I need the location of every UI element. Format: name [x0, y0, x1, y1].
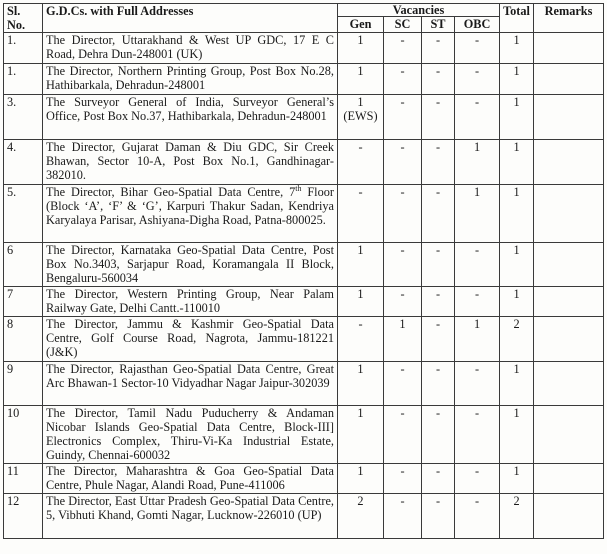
header-gen: Gen [338, 17, 384, 33]
row-st: - [422, 95, 455, 140]
row-gen-cell [338, 95, 384, 140]
row-address: The Director, Karnataka Geo-Spatial Data Centre, Post Box No.3403, Sarjapur Road, Koramangala II Block, Bengaluru-560034 [43, 243, 338, 287]
row-obc: 1 [455, 140, 500, 185]
row-obc: - [455, 243, 500, 287]
row-address: The Director, East Uttar Pradesh Geo-Spatial Data Centre, 5, Vibhuti Khand, Gomti Nagar, Lucknow-226010 (UP) [43, 494, 338, 539]
row-sc: - [384, 185, 422, 243]
row-total: 1 [500, 243, 534, 287]
row-address: The Director, Western Printing Group, Near Palam Railway Gate, Delhi Cantt.-110010 [43, 287, 338, 317]
row-gen: 1 [338, 287, 384, 317]
table-row [4, 406, 604, 464]
row-sc: - [384, 287, 422, 317]
row-remarks [534, 64, 604, 95]
row-sl: 6 [4, 243, 43, 287]
row-sc: - [384, 140, 422, 185]
header-total: Total [500, 4, 534, 33]
row-address: The Director, Jammu & Kashmir Geo-Spatial Data Centre, Golf Course Road, Nagrota, Jammu-181221 (J&K) [43, 317, 338, 362]
row-obc: - [455, 464, 500, 494]
row-st: - [422, 287, 455, 317]
table-row [4, 185, 604, 243]
row-obc: - [455, 64, 500, 95]
row-remarks [534, 317, 604, 362]
row-obc: - [455, 33, 500, 64]
header-sc: SC [384, 17, 422, 33]
row-sl: 1. [4, 64, 43, 95]
table-row [4, 95, 604, 140]
row-gen: 1 [338, 243, 384, 287]
row-sc: - [384, 243, 422, 287]
table-row [4, 464, 604, 494]
row-st: - [422, 317, 455, 362]
row-st: - [422, 64, 455, 95]
row-sl: 10 [4, 406, 43, 464]
row-gen: 1 [357, 95, 364, 109]
row-address: The Director, Northern Printing Group, Post Box No.28, Hathibarkala, Dehradun-248001 [43, 64, 338, 95]
row-total: 1 [500, 406, 534, 464]
table-row [4, 33, 604, 64]
row-remarks [534, 287, 604, 317]
row-gen: - [338, 185, 384, 243]
row-gen: 1 [338, 64, 384, 95]
row-sl: 12 [4, 494, 43, 539]
header-row-top [4, 4, 604, 17]
row-obc: - [455, 287, 500, 317]
header-no: No. [7, 18, 26, 32]
row-st: - [422, 140, 455, 185]
row-st: - [422, 494, 455, 539]
row-remarks [534, 464, 604, 494]
table-row [4, 362, 604, 406]
row-gen: - [338, 140, 384, 185]
row-sl: 1. [4, 33, 43, 64]
row-sc: - [384, 64, 422, 95]
row-total: 2 [500, 494, 534, 539]
header-sl-no [4, 4, 43, 33]
row-sl: 9 [4, 362, 43, 406]
row-obc: - [455, 406, 500, 464]
row-sc: - [384, 406, 422, 464]
row-address: The Director, Uttarakhand & West UP GDC, 17 E C Road, Dehra Dun-248001 (UK) [43, 33, 338, 64]
row-remarks [534, 185, 604, 243]
header-gdc-addresses: G.D.Cs. with Full Addresses [43, 4, 338, 33]
table-row [4, 140, 604, 185]
row-sl: 3. [4, 95, 43, 140]
row-obc: - [455, 95, 500, 140]
row-total: 1 [500, 140, 534, 185]
row-gen: 1 [338, 406, 384, 464]
row-remarks [534, 362, 604, 406]
row-sc: - [384, 362, 422, 406]
row-total: 1 [500, 64, 534, 95]
header-vacancies: Vacancies [338, 4, 500, 17]
row-address: The Director, Maharashtra & Goa Geo-Spatial Data Centre, Phule Nagar, Alandi Road, Pune-411006 [43, 464, 338, 494]
row-total: 1 [500, 287, 534, 317]
row-st: - [422, 464, 455, 494]
row-remarks [534, 33, 604, 64]
row-sl: 5. [4, 185, 43, 243]
row-sl: 11 [4, 464, 43, 494]
row-sl: 8 [4, 317, 43, 362]
table-row [4, 243, 604, 287]
row-gen: 1 [338, 33, 384, 64]
row-address: The Director, Rajasthan Geo-Spatial Data Centre, Great Arc Bhawan-1 Sector-10 Vidyadhar Nagar Jaipur-302039 [43, 362, 338, 406]
table-row [4, 494, 604, 539]
row-st: - [422, 362, 455, 406]
row-remarks [534, 494, 604, 539]
row-address: The Surveyor General of India, Surveyor General’s Office, Post Box No.37, Hathibarkala, Dehradun-248001 [43, 95, 338, 140]
row-remarks [534, 140, 604, 185]
row-total: 1 [500, 464, 534, 494]
row-sc: - [384, 33, 422, 64]
row-obc: 1 [455, 317, 500, 362]
row-remarks [534, 406, 604, 464]
row-obc: - [455, 494, 500, 539]
row-address-sup: th [295, 183, 302, 193]
row-gen: 2 [338, 494, 384, 539]
table-row [4, 64, 604, 95]
row-st: - [422, 406, 455, 464]
row-sc: - [384, 95, 422, 140]
row-total: 2 [500, 317, 534, 362]
header-st: ST [422, 17, 455, 33]
row-obc: - [455, 362, 500, 406]
vacancy-table [3, 3, 604, 539]
header-sl: Sl. [7, 4, 21, 18]
row-sc: - [384, 464, 422, 494]
row-sc: - [384, 494, 422, 539]
row-address: The Director, Gujarat Daman & Diu GDC, Sir Creek Bhawan, Sector 10-A, Post Box No.1, Gandhinagar-382010. [43, 140, 338, 185]
row-address: The Director, Tamil Nadu Puducherry & Andaman Nicobar Islands Geo-Spatial Data Centre, Block-III] Electronics Complex, Thiru-Vi-Ka Industrial Estate, Guindy, Chennai-600032 [43, 406, 338, 464]
row-st: - [422, 185, 455, 243]
row-obc: 1 [455, 185, 500, 243]
table-row [4, 287, 604, 317]
row-remarks [534, 243, 604, 287]
row-total: 1 [500, 95, 534, 140]
row-gen-note: (EWS) [343, 109, 378, 123]
header-remarks: Remarks [534, 4, 604, 33]
row-total: 1 [500, 185, 534, 243]
row-total: 1 [500, 33, 534, 64]
row-address-part: The Director, Bihar Geo-Spatial Data Centre, 7 [46, 185, 296, 199]
row-gen: 1 [338, 362, 384, 406]
row-sl: 4. [4, 140, 43, 185]
row-st: - [422, 33, 455, 64]
row-sl: 7 [4, 287, 43, 317]
row-st: - [422, 243, 455, 287]
row-sc: 1 [384, 317, 422, 362]
row-remarks [534, 95, 604, 140]
row-address-part: Floor (Block ‘A’, ‘F’ & ‘G’, Karpuri Thakur Sadan, Kendriya Karyalaya Parisar, Ashiyana-Digha Road, Patna-800025. [46, 185, 334, 227]
table-row [4, 317, 604, 362]
row-gen: - [338, 317, 384, 362]
header-obc: OBC [455, 17, 500, 33]
row-gen: 1 [338, 464, 384, 494]
row-address [43, 185, 338, 243]
row-total: 1 [500, 362, 534, 406]
